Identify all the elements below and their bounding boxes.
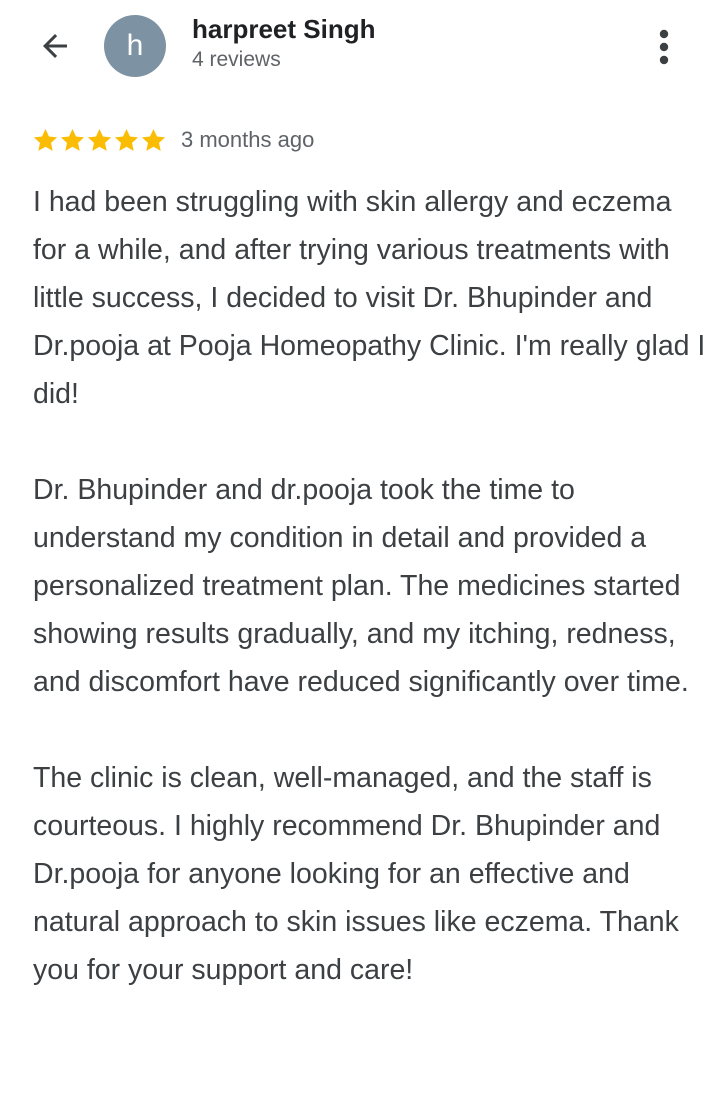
more-options-button[interactable]: [644, 24, 684, 70]
review-header: [0, 0, 715, 100]
back-button[interactable]: [30, 24, 80, 68]
review-paragraph: The clinic is clean, well-managed, and the staff is courteous. I highly recommend Dr. Bhupinder and Dr.pooja for anyone looking for an effective and natural approach to skin issues like eczema. Thank you for your support and care!: [33, 762, 679, 986]
star-icon: [140, 127, 167, 154]
star-icon: [32, 127, 59, 154]
review-count[interactable]: 4 reviews: [192, 48, 281, 71]
review-paragraph: I had been struggling with skin allergy and eczema for a while, and after trying various treatments with little success, I decided to visit Dr. Bhupinder and Dr.pooja at Pooja Homeopathy Clinic. I'm really glad I did!: [33, 186, 706, 410]
rating-row: [32, 124, 314, 156]
reviewer-name[interactable]: harpreet Singh: [192, 14, 376, 44]
arrow-left-icon: [37, 28, 73, 64]
avatar[interactable]: [104, 15, 166, 77]
star-rating: [32, 127, 167, 154]
star-icon: [86, 127, 113, 154]
star-icon: [59, 127, 86, 154]
star-icon: [113, 127, 140, 154]
review-date: 3 months ago: [181, 127, 315, 152]
more-vertical-icon: [658, 27, 670, 67]
review-text: [33, 178, 708, 994]
avatar-letter: h: [126, 29, 144, 62]
review-paragraph: Dr. Bhupinder and dr.pooja took the time to understand my condition in detail and provided a personalized treatment plan. The medicines started showing results gradually, and my itching, redness, and discomfort have reduced significantly over time.: [33, 474, 689, 698]
